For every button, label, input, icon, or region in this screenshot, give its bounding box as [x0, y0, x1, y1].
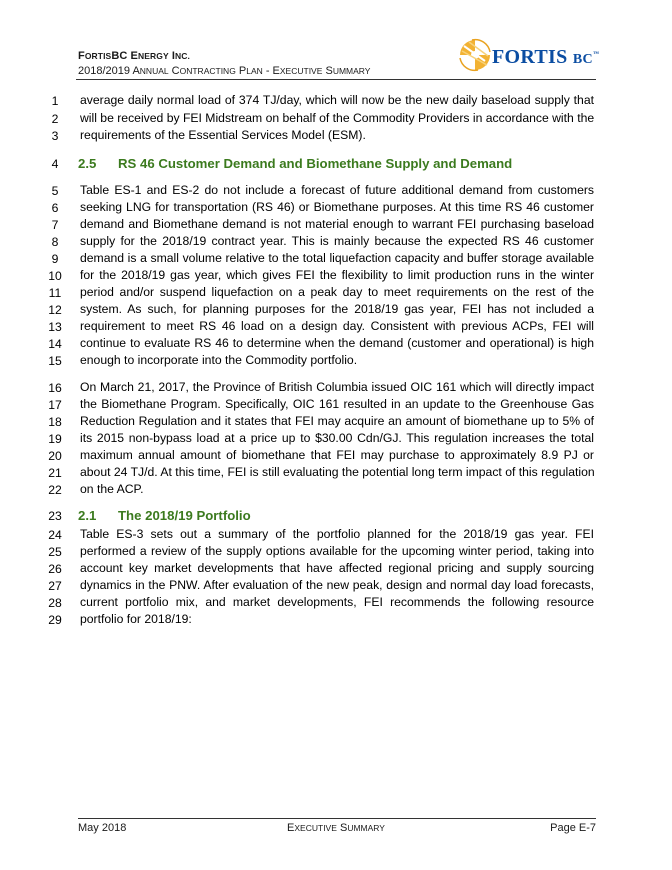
line-number: 26 [48, 562, 62, 576]
line-number: 19 [48, 432, 62, 446]
line-number: 29 [48, 613, 62, 627]
body-text-line: supply for the 2018/19 contract year. This is mainly because the expected RS 46 customer [80, 234, 594, 248]
line-number: 21 [48, 466, 62, 480]
body-text-line: dynamics in the PNW. After evaluation of the new peak, design and normal day load forecasts, [80, 578, 594, 592]
footer-section-title: EXECUTIVE SUMMARY [287, 822, 385, 834]
section-number: 2.5 [78, 156, 97, 171]
body-text-line: maximum annual amount of biomethane that FEI may purchase to approximately 8.9 PJ or [80, 448, 594, 462]
body-text-line: portfolio for 2018/19: [80, 612, 192, 626]
footer-page-number: Page E-7 [550, 822, 596, 834]
body-text-line: for the 2018/19 gas year, which gives FEI the flexibility to limit production runs in the winter [80, 268, 594, 282]
body-text-line: period and/or suspend liquefaction on a peak day to meet requirements on the rest of the [80, 285, 594, 299]
footer-date: May 2018 [78, 822, 127, 834]
section-heading [78, 156, 512, 171]
line-number: 18 [48, 415, 62, 429]
line-number: 8 [51, 235, 59, 249]
line-number: 12 [48, 303, 62, 317]
body-text-line: On March 21, 2017, the Province of British Columbia issued OIC 161 which will directly impact [80, 380, 594, 394]
body-text-line: seeking LNG for transportation (RS 46) or Biomethane purposes. At this time RS 46 customer [80, 200, 594, 214]
body-text-line: enough to incorporate into the Commodity portfolio. [80, 353, 358, 367]
body-text-line: Reduction Regulation and it states that FEI may acquire an amount of biomethane up to 5% of [80, 414, 594, 428]
footer-divider [78, 818, 596, 819]
body-text-line: its 2015 non-bypass load at a price up to $30.00 Cdn/GJ. This regulation increases the total [80, 431, 594, 445]
line-number: 15 [48, 354, 62, 368]
body-text-line: continue to evaluate RS 46 to determine when the demand (customer and operational) is high [80, 336, 594, 350]
body-text-line: demand and Biomethane demand is not material enough to warrant FEI purchasing baseload [80, 217, 594, 231]
line-number: 22 [48, 483, 62, 497]
line-number: 2 [51, 112, 59, 126]
body-text-line: will be received by FEI Midstream on behalf of the Commodity Providers in accordance with the [80, 111, 595, 125]
section-title: The 2018/19 Portfolio [118, 508, 251, 523]
body-text-line: requirement to meet RS 46 load on a design day. Consistent with previous ACPs, FEI will [80, 319, 594, 333]
section-title: RS 46 Customer Demand and Biomethane Supply and Demand [118, 156, 513, 171]
body-text-line: account key market developments that have affected regional pricing and supply sourcing [80, 561, 594, 575]
body-text-line: performed a review of the supply options available for the upcoming winter period, taking into [80, 544, 594, 558]
line-number: 11 [48, 286, 62, 300]
line-number: 9 [51, 252, 59, 266]
line-number: 6 [51, 201, 59, 215]
line-number: 23 [48, 509, 62, 523]
line-number: 1 [51, 94, 59, 108]
line-number: 14 [48, 337, 62, 351]
line-number: 20 [48, 449, 62, 463]
line-number: 3 [51, 129, 59, 143]
header-divider [76, 79, 596, 80]
body-text-line: average daily normal load of 374 TJ/day, which will now be the new daily baseload supply that [80, 93, 594, 107]
line-number: 10 [48, 269, 62, 283]
body-text-line: on the ACP. [80, 482, 144, 496]
company-name: FORTISBC ENERGY INC. [78, 50, 190, 62]
body-text-line: current portfolio mix, and market developments, FEI recommends the following resource [80, 595, 594, 609]
line-number: 5 [51, 184, 59, 198]
line-number: 25 [48, 545, 62, 559]
body-text-line: system. As such, for planning purposes for the 2018/19 gas year, FEI has not included a [80, 302, 594, 316]
body-text-line: demand is a small volume relative to the total liquefaction capacity and buffer storage available [80, 251, 594, 265]
line-number: 17 [48, 398, 62, 412]
document-subtitle: 2018/2019 ANNUAL CONTRACTING PLAN - EXECUTIVE SUMMARY [78, 65, 371, 77]
line-number: 13 [48, 320, 62, 334]
line-number: 27 [48, 579, 62, 593]
section-heading [78, 508, 251, 523]
body-text-line: Table ES-1 and ES-2 do not include a forecast of future additional demand from customers [80, 183, 594, 197]
line-number: 7 [51, 218, 59, 232]
body-text-line: the Biomethane Program. Specifically, OIC 161 resulted in an update to the Greenhouse Gas [80, 397, 594, 411]
line-number: 28 [48, 596, 62, 610]
section-number: 2.1 [78, 508, 97, 523]
body-text-line: about 24 TJ/d. At this time, FEI is still evaluating the potential long term impact of this regulation [80, 465, 595, 479]
line-number: 16 [48, 381, 62, 395]
logo-wordmark: FORTIS BC™ [492, 46, 600, 68]
line-number: 24 [48, 528, 62, 542]
body-text-line: Table ES-3 sets out a summary of the portfolio planned for the 2018/19 gas year. FEI [80, 527, 594, 541]
body-text-line: requirements of the Essential Services Model (ESM). [80, 128, 366, 142]
line-number: 4 [51, 157, 59, 171]
